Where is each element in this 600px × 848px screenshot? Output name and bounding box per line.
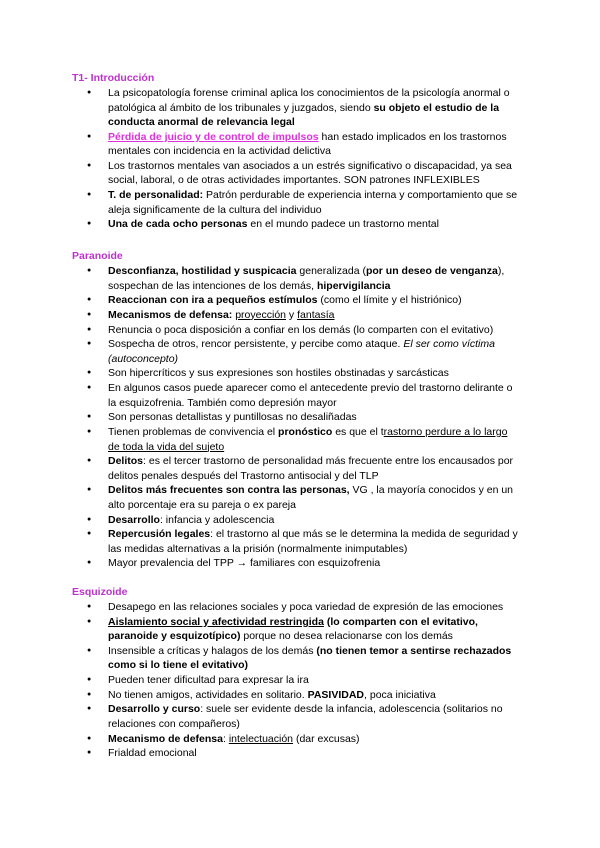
- text-run: Desapego en las relaciones sociales y poca variedad de expresión de las emociones: [108, 601, 504, 613]
- bullet-list: [0, 600, 600, 761]
- text-run: Desarrollo: [108, 513, 160, 526]
- bullet-item: [0, 381, 520, 410]
- text-run: Desarrollo y curso: [108, 703, 201, 716]
- text-run: :: [222, 732, 229, 745]
- text-run: La psicopatología forense criminal aplica los conocimientos de la psicología anormal o patológica al ámbito de los tribunales y juzgados, siendo: [108, 87, 510, 114]
- bullet-item: [0, 615, 520, 644]
- bullet-item: [0, 323, 520, 338]
- text-run: han estado implicados en los trastornos mentales con incidencia en la actividad delictiva: [108, 130, 507, 158]
- text-run: VG , la mayoría conocidos y en un alto porcentaje era su pareja o ex pareja: [108, 484, 514, 511]
- text-run: Repercusión legales: [108, 528, 211, 541]
- text-run: El ser como víctima (autoconcepto): [108, 338, 495, 365]
- bullet-item: [0, 513, 520, 528]
- text-run: Pérdida de juicio y de control de impulsos: [108, 130, 319, 143]
- bullet-item: [0, 527, 520, 556]
- bullet-item: [0, 337, 520, 366]
- bullet-item: [0, 732, 520, 747]
- bullet-item: [0, 293, 520, 308]
- text-run: su objeto el estudio de la conducta anormal de relevancia legal: [108, 101, 500, 128]
- bullet-item: [0, 86, 520, 130]
- text-run: Desconfianza, hostilidad y suspicacia: [108, 265, 297, 277]
- section-title: Paranoide: [72, 250, 123, 262]
- text-run: Los trastornos mentales van asociados a un estrés significativo o discapacidad, ya sea social, laboral, o de otras actividades importantes. SON patrones INFLEXIBLES: [108, 159, 512, 187]
- text-run: Son personas detallistas y puntillosas no desaliñadas: [108, 411, 357, 424]
- text-run: es que el t: [332, 426, 384, 438]
- text-run: Reaccionan con ira a pequeños estímulos: [108, 294, 318, 307]
- text-run: En algunos casos puede aparecer como el antecedente previo del trastorno delirante o la esquizofrenia. También como depresión mayor: [108, 382, 513, 409]
- text-run: : suele ser evidente desde la infancia, adolescencia (solitarios no relaciones con compañeros): [108, 703, 503, 730]
- text-run: Mecanismo de defensa: [108, 732, 223, 745]
- text-run: rastorno perdure a lo largo de toda la vida del sujeto: [108, 426, 508, 453]
- text-run: generalizada (: [296, 265, 366, 277]
- text-run: Tienen problemas de convivencia el: [108, 426, 279, 438]
- bullet-item: [0, 410, 520, 425]
- text-run: : es el tercer trastorno de personalidad más frecuente entre los encausados por delitos penales después del Trastorno antisocial y del TLP: [108, 455, 514, 482]
- text-run: Una de cada ocho personas: [108, 218, 248, 231]
- text-run: Sospecha de otros, rencor persistente, y percibe como ataque.: [108, 338, 404, 351]
- text-run: T. de personalidad:: [108, 189, 204, 202]
- bullet-item: [0, 556, 520, 571]
- text-run: : el trastorno al que más se le determina la medida de seguridad y las medidas alternativas a la prisión (normalmente inimputables): [108, 528, 518, 555]
- text-run: Renuncia o poca disposición a confiar en los demás (lo comparten con el evitativo): [108, 323, 494, 336]
- bullet-item: [0, 366, 520, 381]
- section-title: T1- Introducción: [72, 72, 155, 84]
- bullet-item: [0, 217, 520, 232]
- text-run: Mayor prevalencia del TPP → familiares con esquizofrenia: [108, 557, 381, 570]
- bullet-item: [0, 483, 520, 512]
- text-run: No tienen amigos, actividades en solitario.: [108, 688, 308, 701]
- text-run: Patrón perdurable de experiencia interna y comportamiento que se aleja significamente de la cultura del individuo: [108, 189, 518, 216]
- text-run: Frialdad emocional: [108, 747, 197, 760]
- text-run: PASIVIDAD: [307, 688, 365, 701]
- bullet-item: [0, 746, 520, 761]
- text-run: (lo comparten con el evitativo, paranoide y esquizotípico): [108, 615, 478, 643]
- text-run: ), sospechan de las intenciones de los demás,: [108, 265, 505, 292]
- text-run: por un deseo de venganza: [365, 265, 498, 277]
- text-run: Delitos: [108, 455, 144, 468]
- text-run: , poca iniciativa: [364, 688, 436, 701]
- text-run: Son hipercríticos y sus expresiones son hostiles obstinadas y sarcásticas: [108, 367, 449, 380]
- text-run: fantasía: [297, 308, 335, 321]
- bullet-item: [0, 673, 520, 688]
- text-run: porque no desea relacionarse con los demás: [240, 630, 453, 643]
- bullet-list: [0, 86, 600, 232]
- text-run: : infancia y adolescencia: [159, 513, 275, 526]
- text-run: proyección: [235, 308, 286, 321]
- bullet-item: [0, 159, 520, 188]
- text-run: (dar excusas): [293, 732, 360, 745]
- text-run: Mecanismos de defensa:: [108, 308, 233, 321]
- bullet-item: [0, 644, 520, 673]
- text-run: hipervigilancia: [316, 279, 391, 292]
- text-run: intelectuación: [228, 732, 294, 745]
- bullet-item: [0, 264, 520, 293]
- bullet-item: [0, 188, 520, 217]
- section-title: Esquizoide: [72, 586, 128, 598]
- text-run: (como el límite y el histriónico): [317, 294, 462, 307]
- text-run: Pueden tener dificultad para expresar la ira: [108, 674, 309, 687]
- text-run: Insensible a críticas y halagos de los demás: [108, 644, 317, 657]
- text-run: Delitos más frecuentes son contra las personas,: [108, 484, 350, 497]
- bullet-item: [0, 454, 520, 483]
- bullet-item: [0, 130, 520, 159]
- text-run: en el mundo padece un trastorno mental: [247, 218, 439, 231]
- text-run: pronóstico: [278, 426, 333, 438]
- bullet-item: [0, 600, 520, 615]
- bullet-item: [0, 425, 520, 454]
- bullet-item: [0, 688, 520, 703]
- text-run: y: [286, 308, 298, 321]
- bullet-list: [0, 264, 600, 571]
- text-run: Aislamiento social y afectividad restringida: [108, 615, 324, 628]
- bullet-item: [0, 702, 520, 731]
- bullet-item: [0, 308, 520, 323]
- text-run: (no tienen temor a sentirse rechazados como si lo tiene el evitativo): [108, 644, 512, 672]
